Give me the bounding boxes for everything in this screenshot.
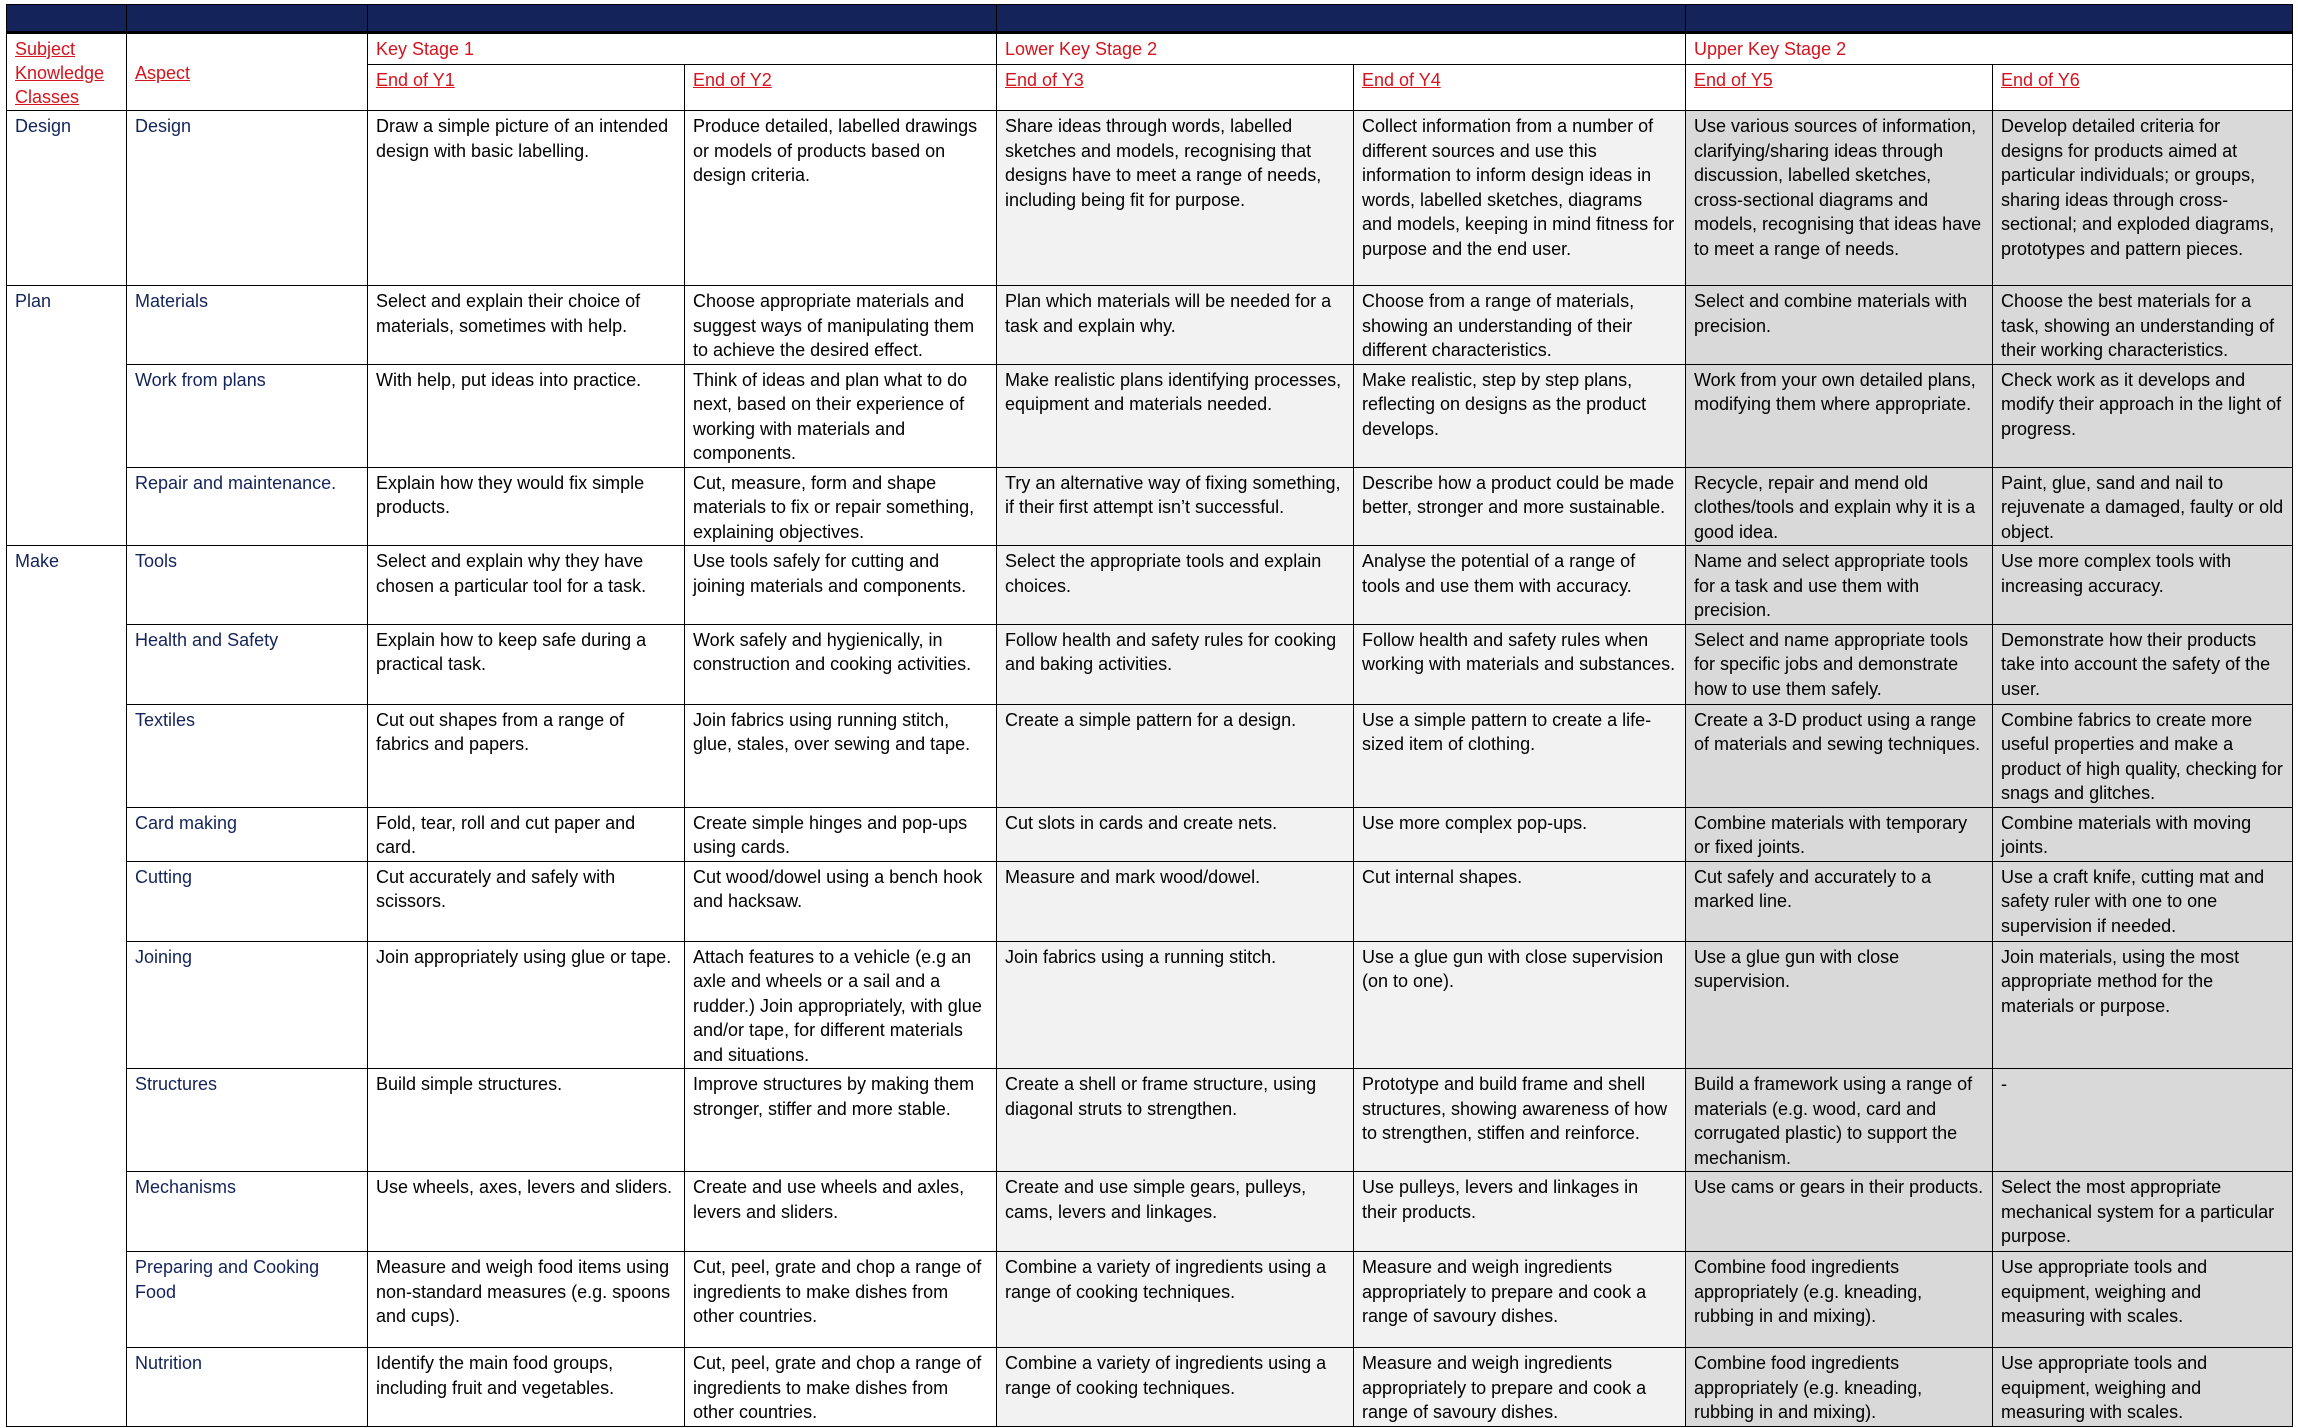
cell-y4: Use a glue gun with close supervision (on to one). (1354, 941, 1686, 1069)
band-cell (997, 5, 1686, 33)
cell-y6: Combine fabrics to create more useful properties and make a product of high quality, checking for snags and glitches. (1993, 704, 2293, 807)
aspect-repair-and-maintenance: Repair and maintenance. (127, 467, 368, 546)
cell-y4: Measure and weigh ingredients appropriately to prepare and cook a range of savoury dishes. (1354, 1252, 1686, 1348)
cell-y2: Cut, peel, grate and chop a range of ingredients to make dishes from other countries. (685, 1252, 997, 1348)
table-row-joining (7, 941, 2293, 1069)
cell-y5: Combine food ingredients appropriately (e.g. kneading, rubbing in and mixing). (1686, 1348, 1993, 1427)
cell-y5: Name and select appropriate tools for a task and use them with precision. (1686, 546, 1993, 625)
cell-y4: Measure and weigh ingredients appropriately to prepare and cook a range of savoury dishes. (1354, 1348, 1686, 1427)
cell-y3: Try an alternative way of fixing something, if their first attempt isn’t successful. (997, 467, 1354, 546)
cell-y3: Measure and mark wood/dowel. (997, 861, 1354, 941)
cell-y4: Use pulleys, levers and linkages in their products. (1354, 1172, 1686, 1252)
cell-y2: Produce detailed, labelled drawings or models of products based on design criteria. (685, 111, 997, 286)
cell-y2: Cut, measure, form and shape materials to fix or repair something, explaining objectives. (685, 467, 997, 546)
cell-y5: Recycle, repair and mend old clothes/tools and explain why it is a good idea. (1686, 467, 1993, 546)
aspect-joining: Joining (127, 941, 368, 1069)
cell-y5: Use various sources of information, clarifying/sharing ideas through discussion, labelled sketches, cross-sectional diagrams and models, recognising that ideas have to meet a range of needs. (1686, 111, 1993, 286)
table-row-repair (7, 467, 2293, 546)
cell-y1: Cut accurately and safely with scissors. (368, 861, 685, 941)
cell-y6: Use more complex tools with increasing accuracy. (1993, 546, 2293, 625)
cell-y1: Select and explain why they have chosen a particular tool for a task. (368, 546, 685, 625)
table-row-structures (7, 1069, 2293, 1172)
cell-y1: Draw a simple picture of an intended design with basic labelling. (368, 111, 685, 286)
cell-y3: Create a shell or frame structure, using diagonal struts to strengthen. (997, 1069, 1354, 1172)
table-row-materials (7, 286, 2293, 365)
cell-y4: Prototype and build frame and shell structures, showing awareness of how to strengthen, stiffen and reinforce. (1354, 1069, 1686, 1172)
cell-y2: Work safely and hygienically, in construction and cooking activities. (685, 624, 997, 704)
table-row-cutting (7, 861, 2293, 941)
band-cell (7, 5, 127, 33)
cell-y2: Use tools safely for cutting and joining materials and components. (685, 546, 997, 625)
cell-y4: Collect information from a number of different sources and use this information to inform design ideas in words, labelled sketches, diagrams and models, keeping in mind fitness for purpose and the end user. (1354, 111, 1686, 286)
table-row-work-from-plans (7, 364, 2293, 467)
band-cell (368, 5, 997, 33)
cell-y1: Explain how they would fix simple products. (368, 467, 685, 546)
cell-y2: Choose appropriate materials and suggest ways of manipulating them to achieve the desired effect. (685, 286, 997, 365)
cell-y6: Paint, glue, sand and nail to rejuvenate a damaged, faulty or old object. (1993, 467, 2293, 546)
cell-y6: Use appropriate tools and equipment, weighing and measuring with scales. (1993, 1252, 2293, 1348)
cell-y5: Use cams or gears in their products. (1686, 1172, 1993, 1252)
cell-y1: Use wheels, axes, levers and sliders. (368, 1172, 685, 1252)
cell-y1: Build simple structures. (368, 1069, 685, 1172)
cell-y4: Cut internal shapes. (1354, 861, 1686, 941)
header-band (7, 5, 2293, 33)
year-header-y1: End of Y1 (368, 64, 685, 110)
aspect-nutrition: Nutrition (127, 1348, 368, 1427)
cell-y1: Identify the main food groups, including fruit and vegetables. (368, 1348, 685, 1427)
stage-header-ks1: Key Stage 1 (368, 33, 997, 65)
cell-y5: Use a glue gun with close supervision. (1686, 941, 1993, 1069)
aspect-structures: Structures (127, 1069, 368, 1172)
year-header-y5: End of Y5 (1686, 64, 1993, 110)
aspect-tools: Tools (127, 546, 368, 625)
cell-y5: Work from your own detailed plans, modifying them where appropriate. (1686, 364, 1993, 467)
cell-y2: Think of ideas and plan what to do next, based on their experience of working with materials and components. (685, 364, 997, 467)
cell-y5: Create a 3-D product using a range of materials and sewing techniques. (1686, 704, 1993, 807)
cell-y5: Combine materials with temporary or fixed joints. (1686, 807, 1993, 861)
aspect-textiles: Textiles (127, 704, 368, 807)
cell-y3: Combine a variety of ingredients using a range of cooking techniques. (997, 1252, 1354, 1348)
table-row-nutrition (7, 1348, 2293, 1427)
cell-y3: Cut slots in cards and create nets. (997, 807, 1354, 861)
cell-y2: Create and use wheels and axles, levers and sliders. (685, 1172, 997, 1252)
table-row-design (7, 111, 2293, 286)
aspect-health-and-safety: Health and Safety (127, 624, 368, 704)
cell-y1: Join appropriately using glue or tape. (368, 941, 685, 1069)
cell-y1: Cut out shapes from a range of fabrics and papers. (368, 704, 685, 807)
cell-y6: Select the most appropriate mechanical system for a particular purpose. (1993, 1172, 2293, 1252)
table-row-mechanisms (7, 1172, 2293, 1252)
cell-y1: Select and explain their choice of materials, sometimes with help. (368, 286, 685, 365)
curriculum-table (6, 4, 2293, 1427)
cell-y4: Analyse the potential of a range of tools and use them with accuracy. (1354, 546, 1686, 625)
subject-knowledge-header: Subject Knowledge Classes (7, 33, 127, 111)
aspect-cutting: Cutting (127, 861, 368, 941)
cell-y5: Build a framework using a range of materials (e.g. wood, card and corrugated plastic) to support the mechanism. (1686, 1069, 1993, 1172)
band-cell (127, 5, 368, 33)
cell-y5: Cut safely and accurately to a marked line. (1686, 861, 1993, 941)
table-row-textiles (7, 704, 2293, 807)
cell-y1: Measure and weigh food items using non-standard measures (e.g. spoons and cups). (368, 1252, 685, 1348)
cell-y3: Combine a variety of ingredients using a range of cooking techniques. (997, 1348, 1354, 1427)
cell-y4: Follow health and safety rules when working with materials and substances. (1354, 624, 1686, 704)
cell-y6: Join materials, using the most appropriate method for the materials or purpose. (1993, 941, 2293, 1069)
cell-y5: Combine food ingredients appropriately (e.g. kneading, rubbing in and mixing). (1686, 1252, 1993, 1348)
aspect-materials: Materials (127, 286, 368, 365)
cell-y2: Cut wood/dowel using a bench hook and hacksaw. (685, 861, 997, 941)
cell-y6: Use a craft knife, cutting mat and safety ruler with one to one supervision if needed. (1993, 861, 2293, 941)
cell-y1: Fold, tear, roll and cut paper and card. (368, 807, 685, 861)
aspect-preparing-and-cooking-food: Preparing and Cooking Food (127, 1252, 368, 1348)
cell-y3: Select the appropriate tools and explain choices. (997, 546, 1354, 625)
stage-header-row (7, 33, 2293, 65)
aspect-design: Design (127, 111, 368, 286)
aspect-mechanisms: Mechanisms (127, 1172, 368, 1252)
table-row-card-making (7, 807, 2293, 861)
cell-y3: Plan which materials will be needed for a task and explain why. (997, 286, 1354, 365)
cell-y6: - (1993, 1069, 2293, 1172)
cell-y2: Join fabrics using running stitch, glue, stales, over sewing and tape. (685, 704, 997, 807)
cell-y1: With help, put ideas into practice. (368, 364, 685, 467)
cell-y6: Use appropriate tools and equipment, weighing and measuring with scales. (1993, 1348, 2293, 1427)
year-header-y4: End of Y4 (1354, 64, 1686, 110)
year-header-y2: End of Y2 (685, 64, 997, 110)
year-header-y3: End of Y3 (997, 64, 1354, 110)
cell-y2: Attach features to a vehicle (e.g an axle and wheels or a sail and a rudder.) Join appropriately, with glue and/or tape, for different materials and situations. (685, 941, 997, 1069)
cell-y3: Create and use simple gears, pulleys, cams, levers and linkages. (997, 1172, 1354, 1252)
cell-y4: Describe how a product could be made better, stronger and more sustainable. (1354, 467, 1686, 546)
cell-y3: Make realistic plans identifying processes, equipment and materials needed. (997, 364, 1354, 467)
year-header-y6: End of Y6 (1993, 64, 2293, 110)
aspect-work-from-plans: Work from plans (127, 364, 368, 467)
cell-y3: Follow health and safety rules for cooking and baking activities. (997, 624, 1354, 704)
cell-y4: Use a simple pattern to create a life-sized item of clothing. (1354, 704, 1686, 807)
class-plan: Plan (7, 286, 127, 546)
table-row-tools (7, 546, 2293, 625)
cell-y2: Improve structures by making them stronger, stiffer and more stable. (685, 1069, 997, 1172)
cell-y6: Check work as it develops and modify their approach in the light of progress. (1993, 364, 2293, 467)
table-row-preparing-and-cooking-food (7, 1252, 2293, 1348)
cell-y6: Demonstrate how their products take into account the safety of the user. (1993, 624, 2293, 704)
cell-y4: Choose from a range of materials, showing an understanding of their different characteristics. (1354, 286, 1686, 365)
cell-y3: Share ideas through words, labelled sketches and models, recognising that designs have to meet a range of needs, including being fit for purpose. (997, 111, 1354, 286)
aspect-card-making: Card making (127, 807, 368, 861)
cell-y4: Make realistic, step by step plans, reflecting on designs as the product develops. (1354, 364, 1686, 467)
stage-header-upper-ks2: Upper Key Stage 2 (1686, 33, 2293, 65)
class-design: Design (7, 111, 127, 286)
cell-y2: Create simple hinges and pop-ups using cards. (685, 807, 997, 861)
stage-header-lower-ks2: Lower Key Stage 2 (997, 33, 1686, 65)
cell-y5: Select and name appropriate tools for specific jobs and demonstrate how to use them safely. (1686, 624, 1993, 704)
band-cell (1686, 5, 2293, 33)
cell-y3: Create a simple pattern for a design. (997, 704, 1354, 807)
cell-y3: Join fabrics using a running stitch. (997, 941, 1354, 1069)
cell-y4: Use more complex pop-ups. (1354, 807, 1686, 861)
table-row-health-and-safety (7, 624, 2293, 704)
cell-y6: Combine materials with moving joints. (1993, 807, 2293, 861)
aspect-header: Aspect (127, 33, 368, 111)
cell-y6: Choose the best materials for a task, showing an understanding of their working characteristics. (1993, 286, 2293, 365)
cell-y5: Select and combine materials with precision. (1686, 286, 1993, 365)
class-make: Make (7, 546, 127, 1427)
cell-y6: Develop detailed criteria for designs for products aimed at particular individuals; or groups, sharing ideas through cross-sectional; and exploded diagrams, prototypes and pattern pieces. (1993, 111, 2293, 286)
cell-y1: Explain how to keep safe during a practical task. (368, 624, 685, 704)
cell-y2: Cut, peel, grate and chop a range of ingredients to make dishes from other countries. (685, 1348, 997, 1427)
